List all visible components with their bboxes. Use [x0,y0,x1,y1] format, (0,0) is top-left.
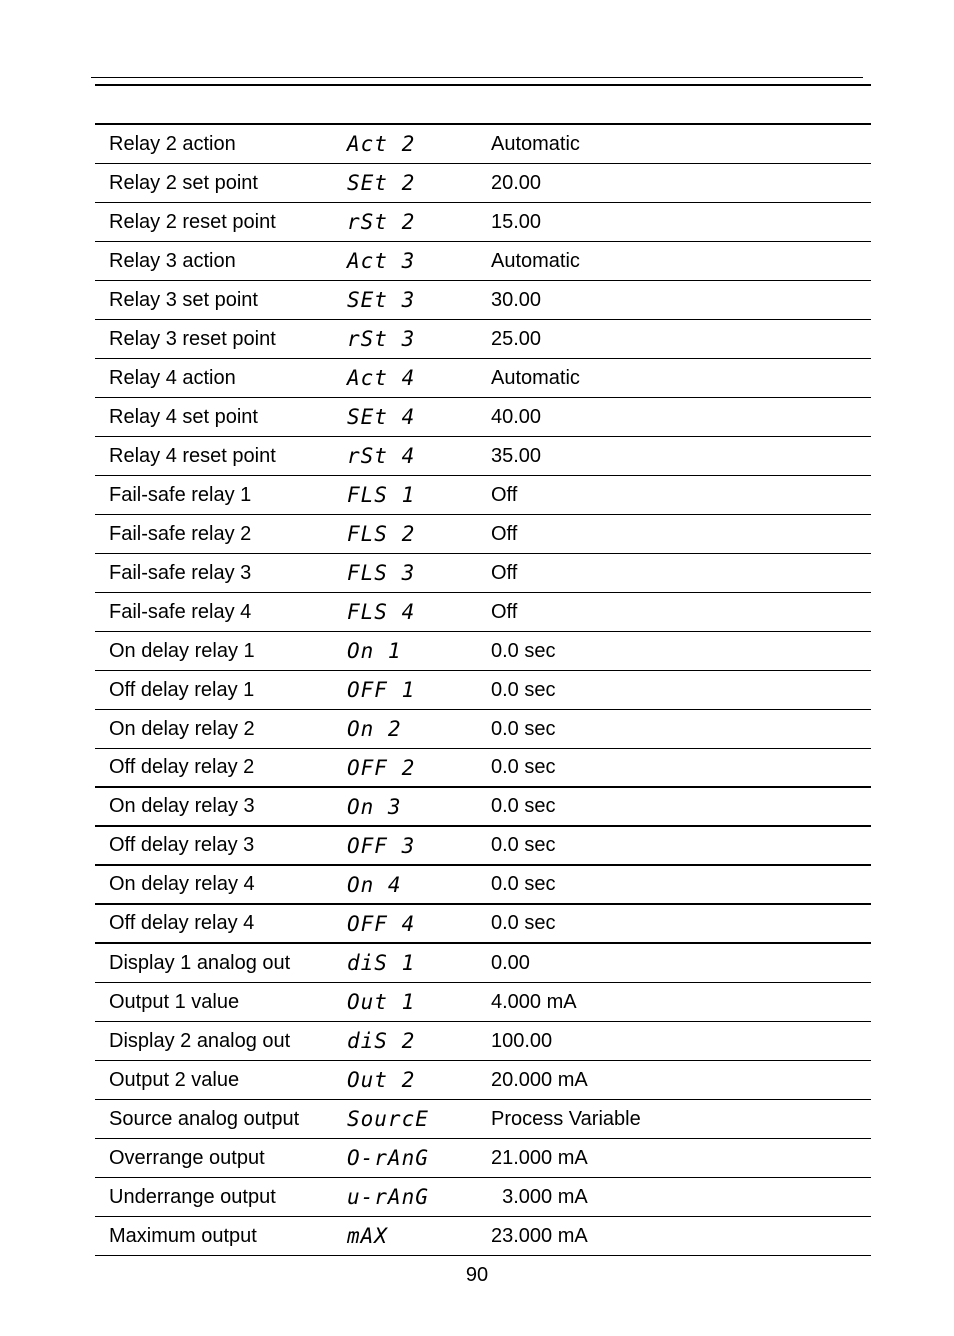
parameter-name: Fail-safe relay 4 [109,600,252,623]
default-value: Off [491,483,518,506]
table-row [95,554,871,593]
parameter-name: On delay relay 2 [109,717,255,740]
display-code: OFF 1 [347,678,416,702]
display-code: diS 1 [347,951,416,975]
table-row [95,827,871,866]
default-value: Process Variable [491,1107,641,1130]
default-value: 0.0 sec [491,678,556,701]
table-row [95,398,871,437]
table-row [95,1022,871,1061]
default-value: 35.00 [491,444,542,467]
default-value: 0.0 sec [491,795,556,817]
table-row [95,1178,871,1217]
default-value: Off [491,522,518,545]
parameter-name: Fail-safe relay 1 [109,483,252,506]
default-value: 0.0 sec [491,873,556,895]
display-code: rSt 4 [347,444,416,468]
display-code: On 2 [347,717,402,741]
parameter-name: Output 2 value [109,1068,240,1091]
display-code: FLS 1 [347,483,416,507]
table-row [95,359,871,398]
display-code: SEt 2 [347,171,416,195]
display-code: diS 2 [347,1029,416,1053]
parameter-name: Off delay relay 4 [109,912,255,934]
table-row [95,632,871,671]
parameter-name: On delay relay 3 [109,795,255,817]
default-value: Automatic [491,249,580,272]
table-row [95,281,871,320]
table-row [95,1217,871,1256]
table-row [95,593,871,632]
display-code: Out 2 [347,1068,416,1092]
parameter-name: Display 2 analog out [109,1029,291,1052]
parameter-name: Relay 2 action [109,132,236,155]
table-row [95,1061,871,1100]
parameter-name: Off delay relay 1 [109,678,255,701]
parameter-name: On delay relay 4 [109,873,255,895]
parameter-name: On delay relay 1 [109,639,255,662]
parameter-name: Off delay relay 2 [109,756,255,778]
table-row [95,320,871,359]
table-row [95,515,871,554]
parameter-name: Output 1 value [109,990,240,1013]
parameter-name: Relay 2 set point [109,171,258,194]
parameter-name: Source analog output [109,1107,300,1130]
parameter-name: Relay 4 reset point [109,444,276,467]
default-value: 21.000 mA [491,1146,588,1169]
default-value: Off [491,561,518,584]
display-code: OFF 3 [347,833,416,858]
default-value: 15.00 [491,210,542,233]
display-code: u-rAnG [347,1185,429,1209]
table-row [95,944,871,983]
table-row [95,203,871,242]
display-code: FLS 4 [347,600,416,624]
table-row [95,164,871,203]
parameter-name: Fail-safe relay 2 [109,522,252,545]
default-value: 0.0 sec [491,834,556,856]
default-value: 20.00 [491,171,542,194]
display-code: SourcE [347,1107,429,1131]
display-code: rSt 3 [347,327,416,351]
default-value: 40.00 [491,405,542,428]
page-number: 90 [465,1264,489,1286]
header-rule-secondary [95,84,871,86]
table-row [95,710,871,749]
display-code: FLS 3 [347,561,416,585]
default-value: 4.000 mA [491,990,577,1013]
default-value: 0.0 sec [491,756,556,778]
parameter-name: Overrange output [109,1146,265,1169]
table-row [95,671,871,710]
parameter-name: Fail-safe relay 3 [109,561,252,584]
display-code: SEt 3 [347,288,416,312]
table-row [95,1100,871,1139]
parameter-name: Relay 3 reset point [109,327,276,350]
default-value: 23.000 mA [491,1224,588,1247]
default-value: Automatic [491,132,580,155]
table-row [95,125,871,164]
parameter-name: Relay 4 set point [109,405,258,428]
parameter-name: Maximum output [109,1224,257,1247]
default-value: 0.0 sec [491,639,556,662]
display-code: On 1 [347,639,402,663]
default-value: Automatic [491,366,580,389]
display-code: FLS 2 [347,522,416,546]
table-row [95,437,871,476]
table-row [95,1139,871,1178]
table-row [95,788,871,827]
default-value: 0.0 sec [491,717,556,740]
default-value: 25.00 [491,327,542,350]
display-code: O-rAnG [347,1146,429,1170]
table-row [95,983,871,1022]
default-value: 3.000 mA [491,1185,588,1208]
display-code: On 3 [347,794,402,819]
table-row [95,905,871,944]
header-rule [91,77,863,78]
display-code: mAX [347,1224,388,1248]
parameter-name: Relay 2 reset point [109,210,276,233]
display-code: SEt 4 [347,405,416,429]
table-row [95,242,871,281]
display-code: Act 4 [347,366,416,390]
display-code: Act 2 [347,132,416,156]
parameter-name: Relay 3 action [109,249,236,272]
default-value: 30.00 [491,288,542,311]
default-value: 0.00 [491,951,530,974]
display-code: OFF 4 [347,911,416,936]
default-value: 20.000 mA [491,1068,588,1091]
parameter-name: Off delay relay 3 [109,834,255,856]
display-code: Out 1 [347,990,416,1014]
parameter-name: Relay 3 set point [109,288,258,311]
table-row [95,866,871,905]
display-code: On 4 [347,872,402,897]
default-value: 100.00 [491,1029,553,1052]
display-code: rSt 2 [347,210,416,234]
table-row [95,476,871,515]
default-value: 0.0 sec [491,912,556,934]
parameter-name: Underrange output [109,1185,276,1208]
parameter-table [95,123,871,1256]
table-row [95,749,871,788]
display-code: OFF 2 [347,755,416,780]
parameter-name: Display 1 analog out [109,951,291,974]
parameter-name: Relay 4 action [109,366,236,389]
display-code: Act 3 [347,249,416,273]
default-value: Off [491,600,518,623]
